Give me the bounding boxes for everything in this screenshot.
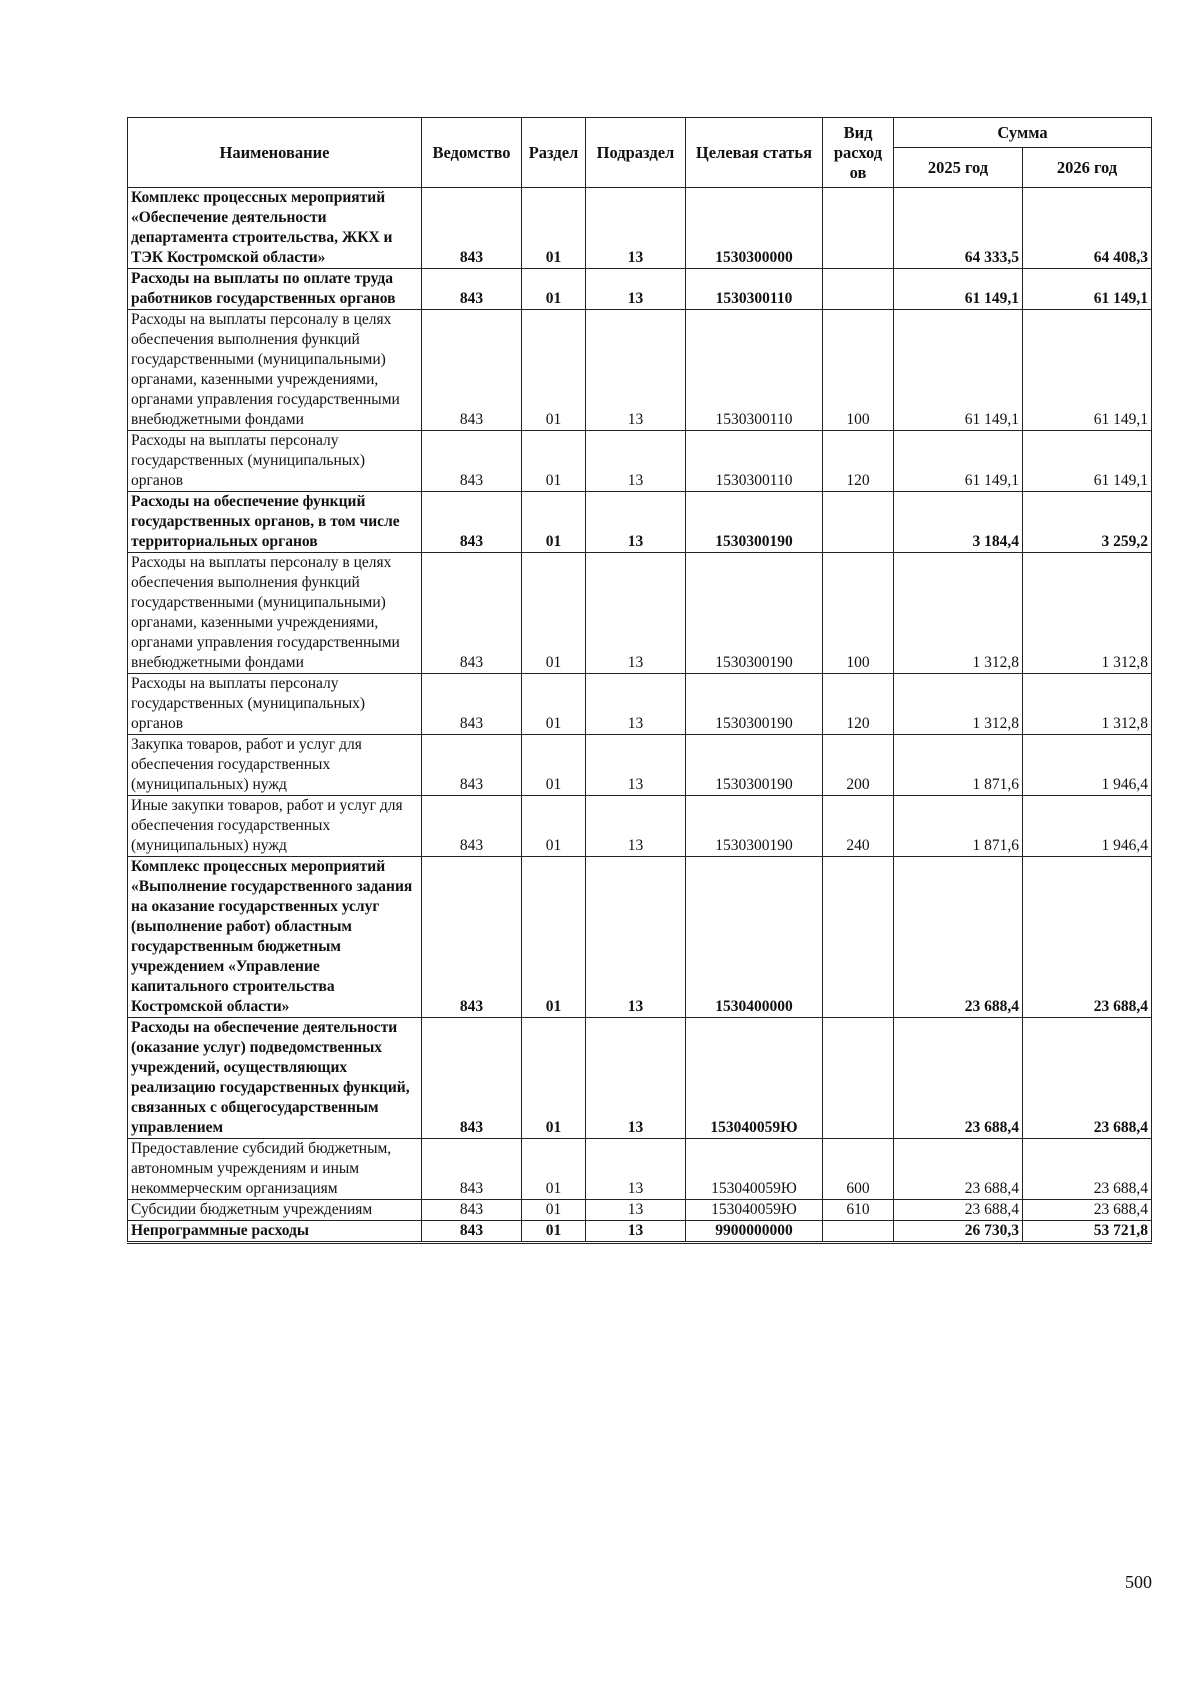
row-sum-2026: 61 149,1: [1023, 269, 1152, 310]
row-subsection: 13: [586, 1200, 686, 1221]
row-expense-type: 120: [823, 431, 894, 492]
row-target-article: 9900000000: [686, 1221, 823, 1243]
row-subsection: 13: [586, 269, 686, 310]
row-section: 01: [522, 188, 586, 269]
row-name: Расходы на обеспечение функций государственных органов, в том числе территориальных органов: [128, 492, 422, 553]
row-sum-2026: 53 721,8: [1023, 1221, 1152, 1243]
row-department: 843: [422, 1018, 522, 1139]
row-section: 01: [522, 431, 586, 492]
row-department: 843: [422, 735, 522, 796]
row-subsection: 13: [586, 1018, 686, 1139]
row-name: Расходы на выплаты персоналу в целях обеспечения выполнения функций государственными (муниципальными) органами, казенными учреждениями, органами управления государственными внебюджетными фондами: [128, 310, 422, 431]
row-section: 01: [522, 674, 586, 735]
row-section: 01: [522, 796, 586, 857]
row-section: 01: [522, 1221, 586, 1243]
header-subsection: Подраздел: [586, 118, 686, 188]
row-sum-2026: 23 688,4: [1023, 1018, 1152, 1139]
row-section: 01: [522, 553, 586, 674]
row-sum-2025: 26 730,3: [894, 1221, 1023, 1243]
table-row: [128, 431, 1152, 492]
row-name: Расходы на выплаты персоналу государственных (муниципальных) органов: [128, 431, 422, 492]
row-expense-type: 240: [823, 796, 894, 857]
row-sum-2025: 64 333,5: [894, 188, 1023, 269]
table-row: [128, 553, 1152, 674]
row-section: 01: [522, 492, 586, 553]
budget-table: [127, 117, 1152, 1244]
header-target-article: Целевая статья: [686, 118, 823, 188]
row-expense-type: 200: [823, 735, 894, 796]
row-section: 01: [522, 310, 586, 431]
row-section: 01: [522, 857, 586, 1018]
row-sum-2025: 61 149,1: [894, 310, 1023, 431]
row-expense-type: 600: [823, 1139, 894, 1200]
row-subsection: 13: [586, 553, 686, 674]
table-row: [128, 188, 1152, 269]
row-name: Комплекс процессных мероприятий «Выполнение государственного задания на оказание государственных услуг (выполнение работ) областным государственным бюджетным учреждением «Управление капитального строительства Костромской области»: [128, 857, 422, 1018]
row-expense-type: [823, 188, 894, 269]
table-row: [128, 674, 1152, 735]
header-year-2025: 2025 год: [894, 148, 1023, 188]
row-name: Иные закупки товаров, работ и услуг для обеспечения государственных (муниципальных) нужд: [128, 796, 422, 857]
row-sum-2025: 23 688,4: [894, 1018, 1023, 1139]
row-subsection: 13: [586, 857, 686, 1018]
row-sum-2026: 23 688,4: [1023, 1200, 1152, 1221]
table-row: [128, 1200, 1152, 1221]
row-name: Расходы на выплаты персоналу государственных (муниципальных) органов: [128, 674, 422, 735]
row-expense-type: 120: [823, 674, 894, 735]
row-department: 843: [422, 857, 522, 1018]
row-target-article: 1530300190: [686, 796, 823, 857]
table-row: [128, 310, 1152, 431]
row-department: 843: [422, 1221, 522, 1243]
table-row: [128, 1018, 1152, 1139]
table-row: [128, 1221, 1152, 1243]
row-expense-type: 100: [823, 553, 894, 674]
row-sum-2026: 61 149,1: [1023, 310, 1152, 431]
row-subsection: 13: [586, 310, 686, 431]
row-department: 843: [422, 310, 522, 431]
row-target-article: 1530400000: [686, 857, 823, 1018]
table-row: [128, 857, 1152, 1018]
row-name: Непрограммные расходы: [128, 1221, 422, 1243]
row-sum-2026: 3 259,2: [1023, 492, 1152, 553]
row-subsection: 13: [586, 431, 686, 492]
row-sum-2025: 23 688,4: [894, 1139, 1023, 1200]
row-target-article: 153040059Ю: [686, 1139, 823, 1200]
row-sum-2025: 61 149,1: [894, 431, 1023, 492]
row-department: 843: [422, 431, 522, 492]
table-row: [128, 796, 1152, 857]
row-expense-type: [823, 492, 894, 553]
row-target-article: 1530300110: [686, 431, 823, 492]
header-department: Ведомство: [422, 118, 522, 188]
page-number: 500: [1125, 1572, 1152, 1592]
header-section: Раздел: [522, 118, 586, 188]
row-expense-type: [823, 269, 894, 310]
row-sum-2026: 1 312,8: [1023, 674, 1152, 735]
row-sum-2026: 23 688,4: [1023, 1139, 1152, 1200]
row-department: 843: [422, 492, 522, 553]
row-sum-2026: 1 312,8: [1023, 553, 1152, 674]
table-row: [128, 492, 1152, 553]
row-sum-2026: 23 688,4: [1023, 857, 1152, 1018]
row-section: 01: [522, 269, 586, 310]
row-sum-2025: 61 149,1: [894, 269, 1023, 310]
row-subsection: 13: [586, 1221, 686, 1243]
row-target-article: 1530300110: [686, 269, 823, 310]
table-row: [128, 735, 1152, 796]
row-name: Расходы на обеспечение деятельности (оказание услуг) подведомственных учреждений, осуществляющих реализацию государственных функций, связанных с общегосударственным управлением: [128, 1018, 422, 1139]
row-section: 01: [522, 735, 586, 796]
row-sum-2026: 61 149,1: [1023, 431, 1152, 492]
row-section: 01: [522, 1018, 586, 1139]
row-section: 01: [522, 1139, 586, 1200]
row-subsection: 13: [586, 1139, 686, 1200]
header-sum: Сумма: [894, 118, 1152, 148]
row-expense-type: [823, 1018, 894, 1139]
row-department: 843: [422, 1200, 522, 1221]
header-year-2026: 2026 год: [1023, 148, 1152, 188]
row-subsection: 13: [586, 796, 686, 857]
row-target-article: 1530300190: [686, 674, 823, 735]
row-sum-2025: 1 312,8: [894, 674, 1023, 735]
table-row: [128, 1139, 1152, 1200]
header-expense-type: Вид расход ов: [823, 118, 894, 188]
row-department: 843: [422, 796, 522, 857]
row-sum-2026: 64 408,3: [1023, 188, 1152, 269]
row-name: Комплекс процессных мероприятий «Обеспечение деятельности департамента строительства, ЖКХ и ТЭК Костромской области»: [128, 188, 422, 269]
row-department: 843: [422, 188, 522, 269]
row-department: 843: [422, 269, 522, 310]
row-sum-2025: 1 312,8: [894, 553, 1023, 674]
row-department: 843: [422, 1139, 522, 1200]
row-name: Предоставление субсидий бюджетным, автономным учреждениям и иным некоммерческим организациям: [128, 1139, 422, 1200]
row-target-article: 1530300110: [686, 310, 823, 431]
row-sum-2025: 23 688,4: [894, 1200, 1023, 1221]
row-subsection: 13: [586, 674, 686, 735]
row-name: Расходы на выплаты персоналу в целях обеспечения выполнения функций государственными (муниципальными) органами, казенными учреждениями, органами управления государственными внебюджетными фондами: [128, 553, 422, 674]
row-target-article: 1530300190: [686, 553, 823, 674]
row-sum-2026: 1 946,4: [1023, 796, 1152, 857]
row-sum-2025: 1 871,6: [894, 735, 1023, 796]
row-target-article: 1530300190: [686, 492, 823, 553]
row-name: Закупка товаров, работ и услуг для обеспечения государственных (муниципальных) нужд: [128, 735, 422, 796]
row-name: Субсидии бюджетным учреждениям: [128, 1200, 422, 1221]
row-expense-type: 100: [823, 310, 894, 431]
row-subsection: 13: [586, 735, 686, 796]
row-subsection: 13: [586, 492, 686, 553]
row-target-article: 153040059Ю: [686, 1018, 823, 1139]
row-expense-type: [823, 857, 894, 1018]
row-sum-2025: 1 871,6: [894, 796, 1023, 857]
header-name: Наименование: [128, 118, 422, 188]
row-target-article: 1530300190: [686, 735, 823, 796]
row-target-article: 1530300000: [686, 188, 823, 269]
row-subsection: 13: [586, 188, 686, 269]
row-sum-2025: 3 184,4: [894, 492, 1023, 553]
row-section: 01: [522, 1200, 586, 1221]
row-name: Расходы на выплаты по оплате труда работников государственных органов: [128, 269, 422, 310]
row-target-article: 153040059Ю: [686, 1200, 823, 1221]
row-expense-type: 610: [823, 1200, 894, 1221]
row-expense-type: [823, 1221, 894, 1243]
table-row: [128, 269, 1152, 310]
row-department: 843: [422, 674, 522, 735]
row-sum-2025: 23 688,4: [894, 857, 1023, 1018]
row-sum-2026: 1 946,4: [1023, 735, 1152, 796]
row-department: 843: [422, 553, 522, 674]
